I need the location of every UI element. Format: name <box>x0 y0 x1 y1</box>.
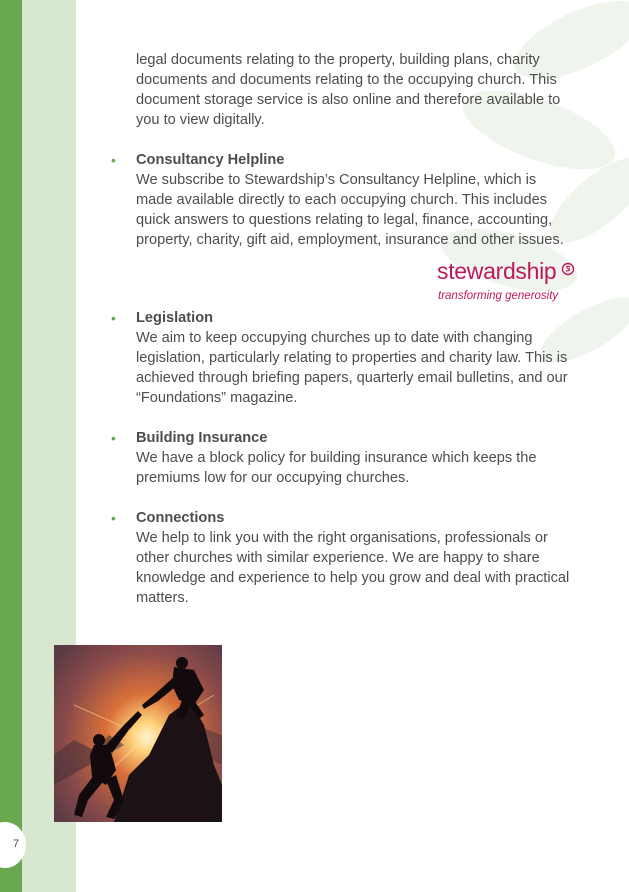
left-green-stripe <box>0 0 22 892</box>
item-title: Consultancy Helpline <box>136 152 285 168</box>
item-title: Building Insurance <box>136 430 268 446</box>
logo-wordmark: stewardship <box>437 258 557 284</box>
item-body: We aim to keep occupying churches up to date with changing legislation, particularly relating to properties and charity law. This is achieved through briefing papers, quarterly email bulletins, and our “Foundations” magazine. <box>136 330 568 406</box>
logo-tagline: transforming generosity <box>438 290 559 302</box>
intro-paragraph: legal documents relating to the property, building plans, charity documents and documents relating to the occupying church. This document storage service is also online and therefore available to you to view digitally. <box>136 52 561 128</box>
bullet-icon: • <box>111 510 116 526</box>
main-content <box>111 50 571 628</box>
page-number: 7 <box>13 838 20 850</box>
item-title: Connections <box>136 510 225 526</box>
item-body: We help to link you with the right organisations, professionals or other churches with similar experience. We are happy to share knowledge and experience to help you grow and deal with practical matters. <box>136 530 570 606</box>
climbers-helping-hand-photo <box>54 645 222 822</box>
bullet-icon: • <box>111 310 116 326</box>
list-item-legislation <box>111 308 571 408</box>
bullet-icon: • <box>111 430 116 446</box>
stewardship-logo <box>437 258 577 306</box>
logo-mark-icon <box>561 262 575 276</box>
item-body: We subscribe to Stewardship’s Consultancy Helpline, which is made available directly to each occupying church. This includes quick answers to questions relating to legal, finance, accounting, property, charity, gift aid, employment, insurance and other issues. <box>136 172 564 248</box>
list-item-building-insurance <box>111 428 571 488</box>
item-title: Legislation <box>136 310 214 326</box>
bullet-icon: • <box>111 152 116 168</box>
list-item-connections <box>111 508 571 608</box>
item-body: We have a block policy for building insurance which keeps the premiums low for our occupying churches. <box>136 450 537 486</box>
list-item-consultancy-helpline <box>111 150 571 250</box>
